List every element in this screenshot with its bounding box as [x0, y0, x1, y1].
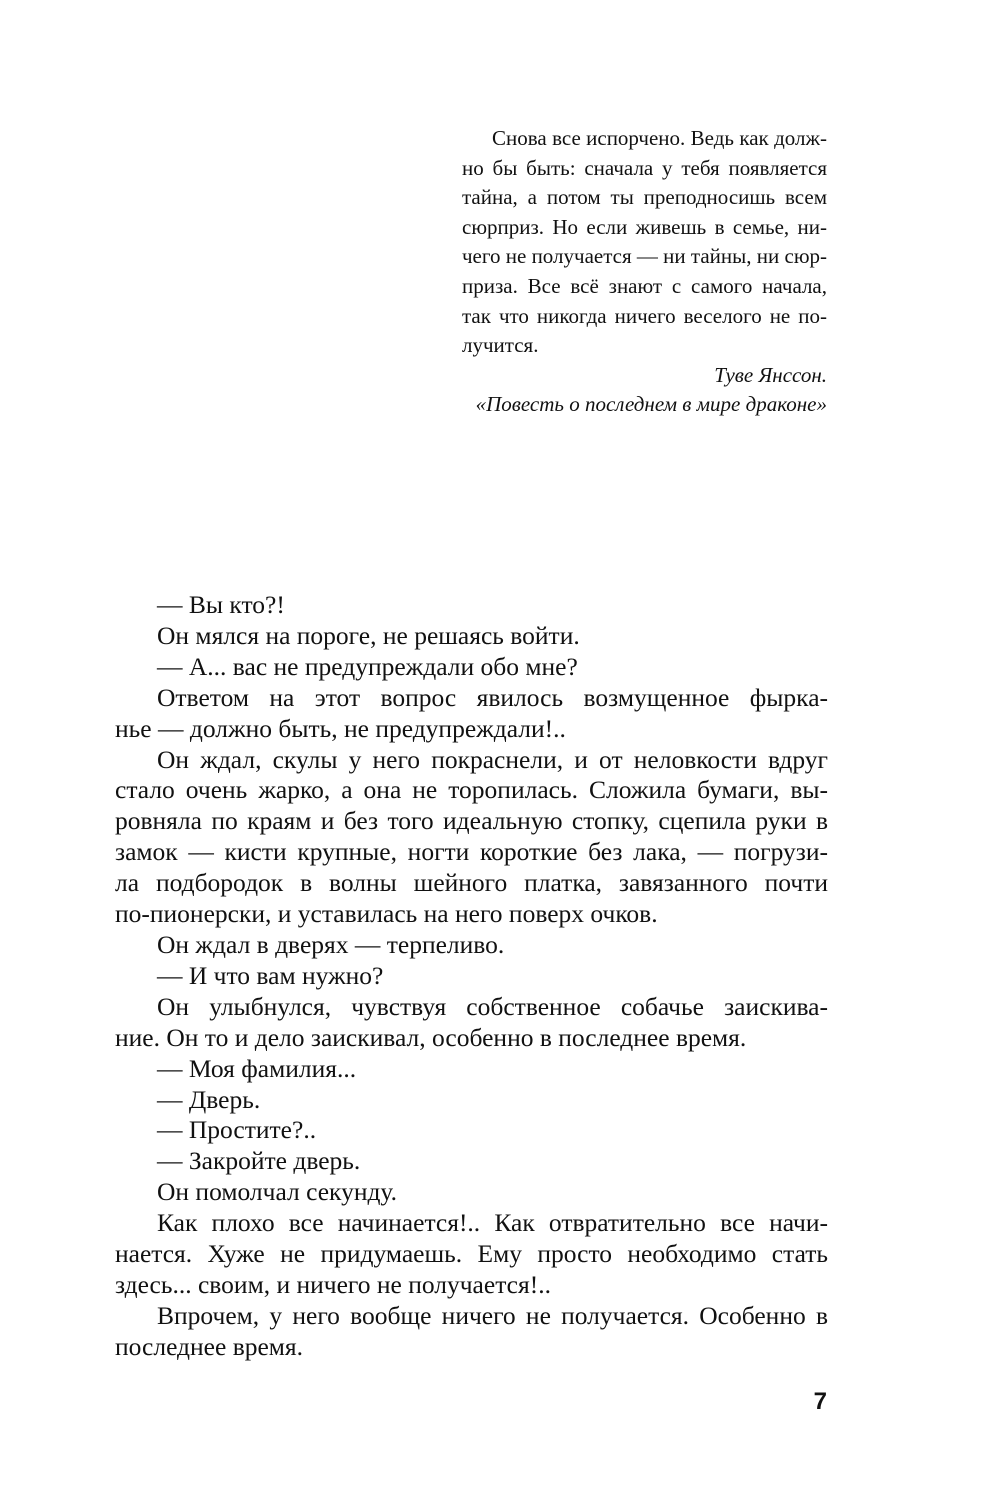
text-line: ровняла по краям и без того идеальную стопку, сцепила руки в [115, 806, 828, 836]
epigraph-text [432, 124, 827, 361]
text-line: ние. Он то и дело заискивал, особенно в последнее время. [115, 1022, 747, 1052]
text-line: здесь... своим, и ничего не получается!.. [115, 1269, 551, 1299]
text-line: последнее время. [115, 1331, 304, 1361]
epigraph-line: сюрприз. Но если живешь в семье, ни- [462, 214, 827, 239]
text-line: Он улыбнулся, чувствуя собственное собачье заискива- [157, 991, 828, 1021]
epigraph-line: лучится. [462, 333, 539, 358]
epigraph-line: приза. Все всё знают с самого начала, [462, 273, 827, 298]
text-line: Он ждал в дверях — терпеливо. [157, 929, 505, 959]
epigraph-line: но бы быть: сначала у тебя появляется [462, 155, 827, 180]
text-line: замок — кисти крупные, ногти короткие без лака, — погрузи- [115, 837, 828, 867]
text-line: — Моя фамилия... [157, 1053, 357, 1083]
body-text [115, 590, 828, 1363]
text-line: — Простите?.. [157, 1115, 317, 1145]
text-line: по-пионерски, и уставилась на него поверх очков. [115, 899, 658, 929]
epigraph-line: тайна, а потом ты преподносишь всем [462, 185, 827, 210]
epigraph [432, 124, 827, 420]
text-line: — Закройте дверь. [157, 1146, 361, 1176]
text-line: — Дверь. [157, 1084, 261, 1114]
text-line: Он ждал, скулы у него покраснели, и от неловкости вдруг [157, 744, 828, 774]
epigraph-line: чего не получается — ни тайны, ни сюр- [462, 244, 827, 269]
text-line: нается. Хуже не придумаешь. Ему просто необходимо стать [115, 1239, 828, 1269]
page-number: 7 [813, 1388, 827, 1415]
text-line: стало очень жарко, а она не торопилась. Сложила бумаги, вы- [115, 775, 828, 805]
text-line: — И что вам нужно? [157, 960, 384, 990]
text-line: Как плохо все начинается!.. Как отвратительно все начи- [157, 1208, 828, 1238]
text-line: Впрочем, у него вообще ничего не получается. Особенно в [157, 1300, 828, 1330]
text-line: Ответом на этот вопрос явилось возмущенное фырка- [157, 682, 828, 712]
epigraph-work: «Повесть о последнем в мире драконе» [475, 392, 827, 417]
text-line: Он мялся на пороге, не решаясь войти. [157, 620, 580, 650]
text-line: ла подбородок в волны шейного платка, завязанного почти [115, 868, 828, 898]
text-line: — Вы кто?! [157, 590, 285, 619]
text-line: Он помолчал секунду. [157, 1177, 398, 1207]
text-line: нье — должно быть, не предупреждали!.. [115, 713, 566, 743]
text-line: — А... вас не предупреждали обо мне? [157, 651, 578, 681]
epigraph-line: Снова все испорчено. Ведь как долж- [492, 126, 827, 150]
epigraph-line: так что никогда ничего веселого не по- [462, 303, 827, 328]
epigraph-author: Туве Янссон. [714, 362, 827, 387]
